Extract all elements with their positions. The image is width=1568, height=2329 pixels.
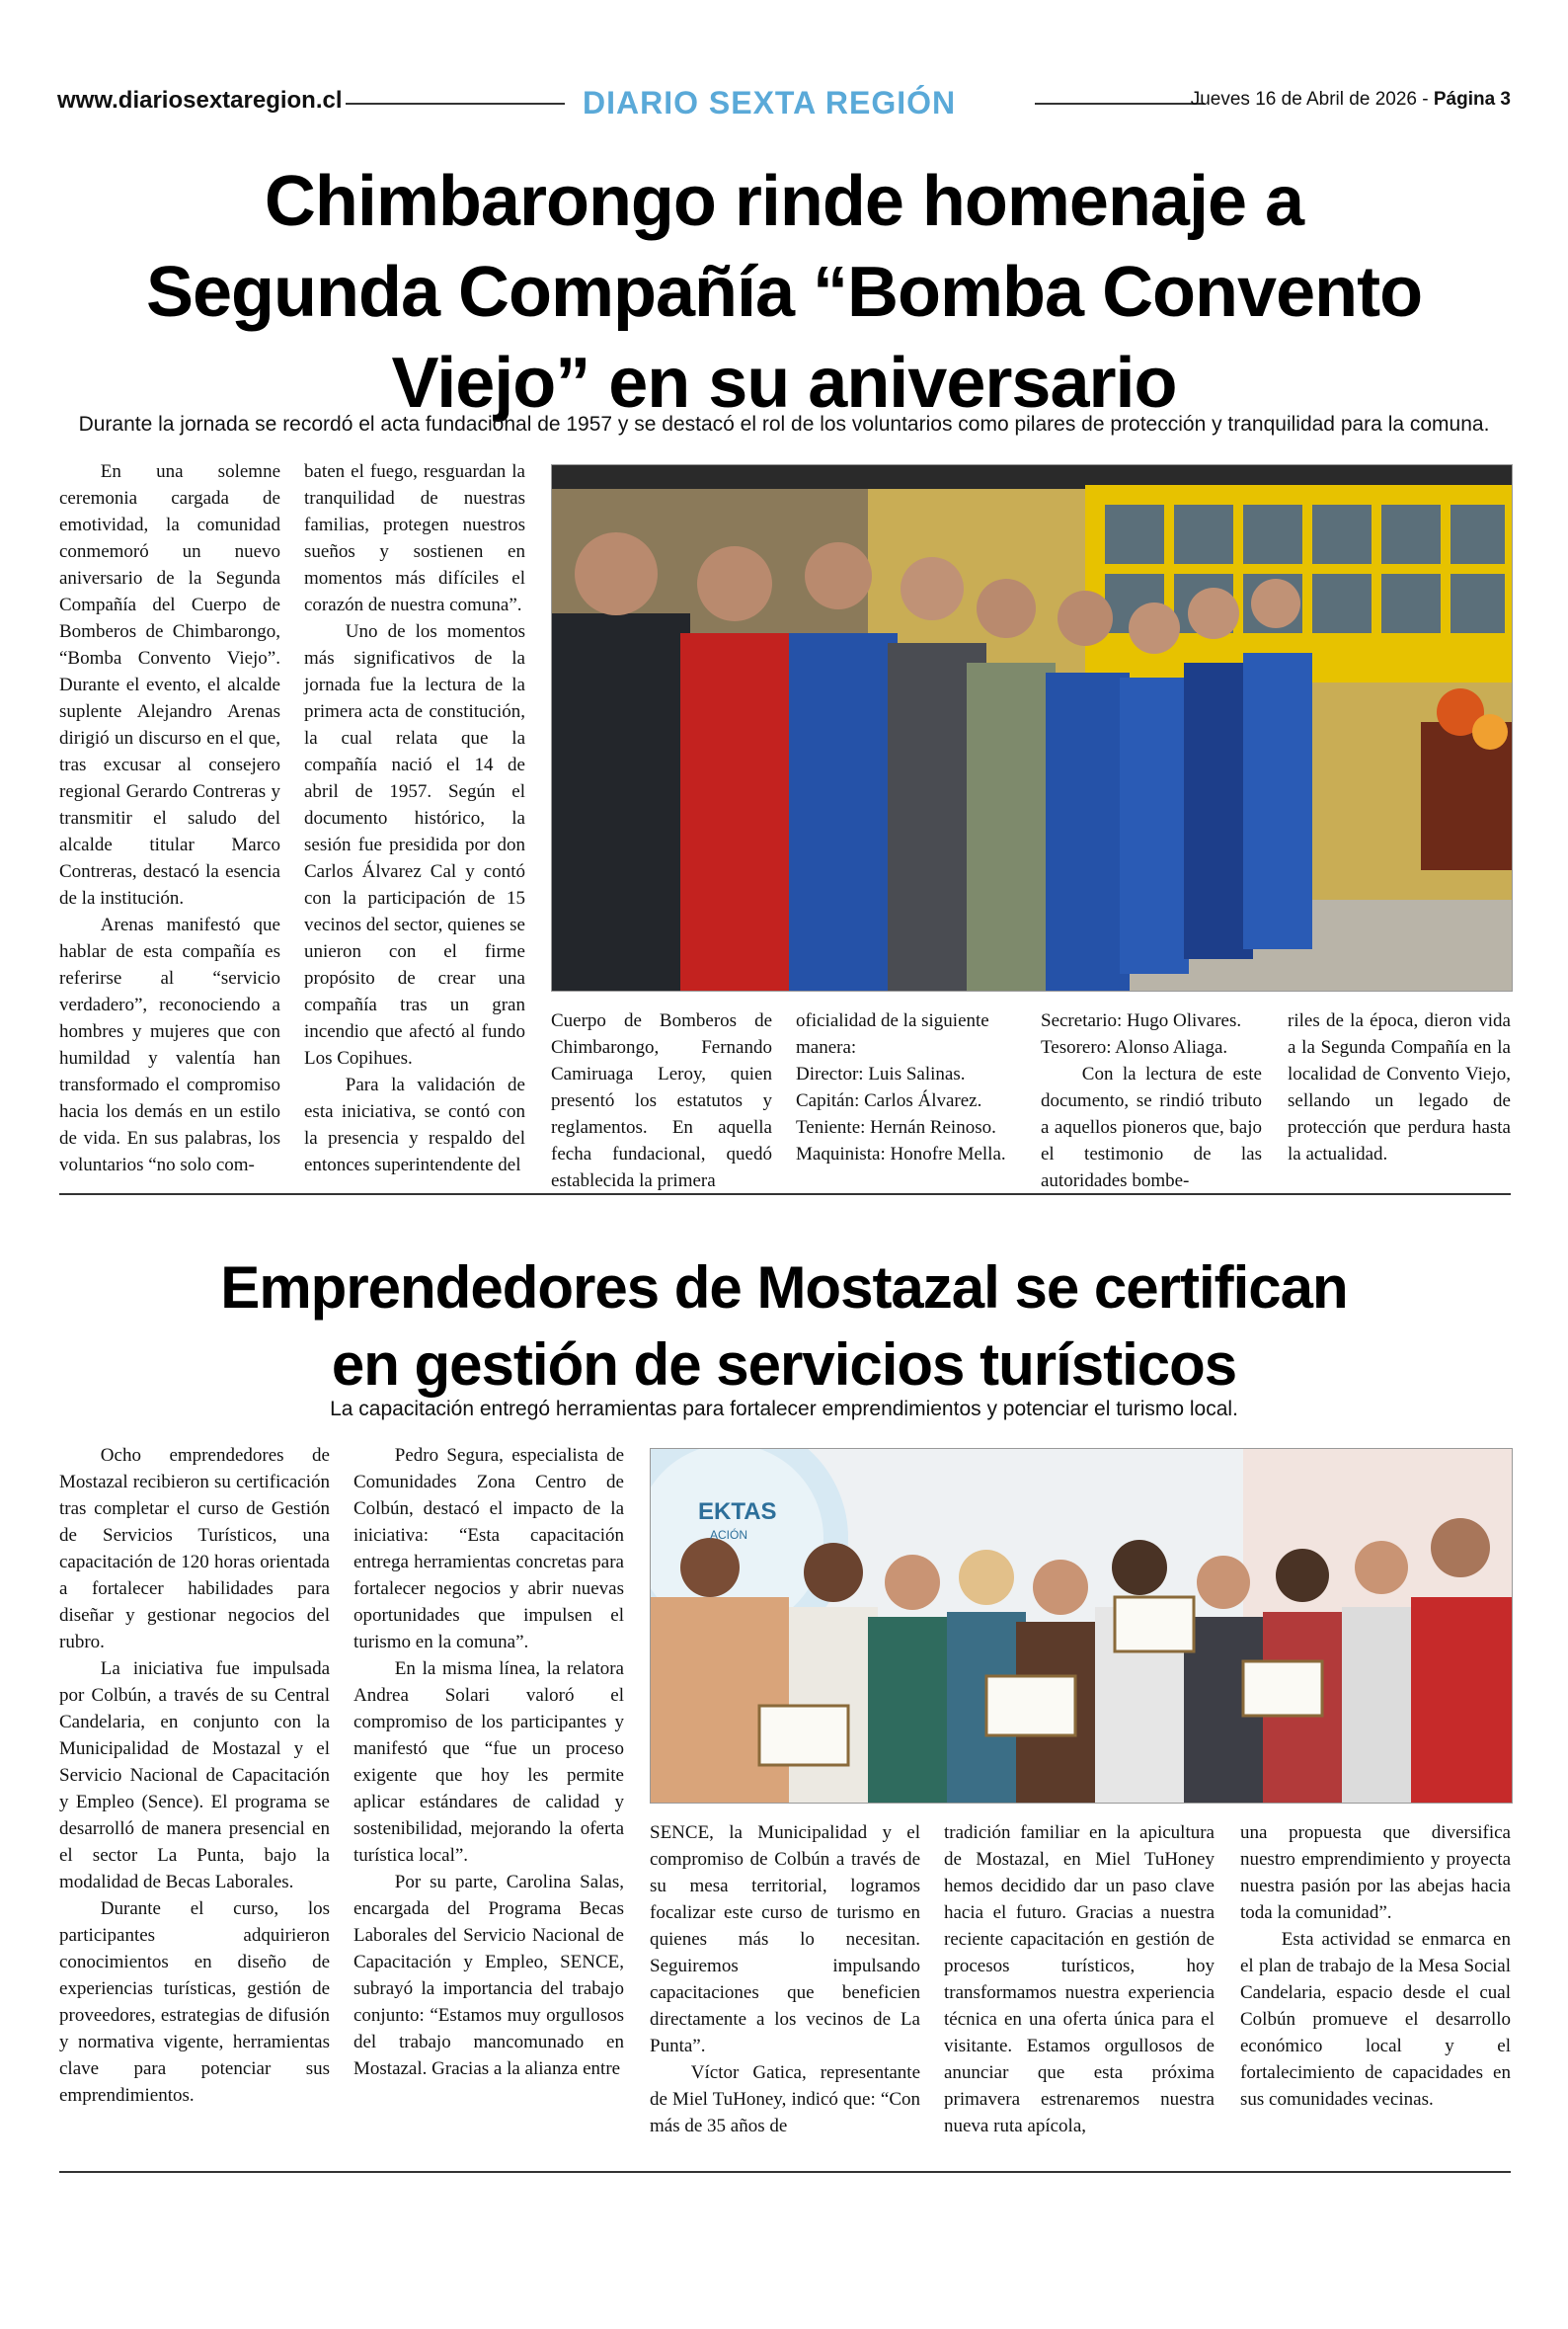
paragraph: La iniciativa fue impulsada por Colbún, a través de su Central Candelaria, en conjunto con la Municipalidad de Mostazal y el Servicio Nacional de Capacitación y Empleo (Sence). El programa se desarrolló de manera presencial en el sector La Punta, bajo la modalidad de Becas Laborales. [59, 1658, 330, 1892]
article2-col2 [353, 1442, 624, 2082]
paragraph: En la misma línea, la relatora Andrea Solari valoró el compromiso de los participantes y manifestó que “fue un proceso exigente que hoy les permite aplicar estándares de calidad y sostenibilidad, mejorando la oferta turística local”. [353, 1658, 624, 1866]
paragraph: tradición familiar en la apicultura de Mostazal, en Miel TuHoney hemos decidido dar un paso clave hacia el futuro. Gracias a nuestra reciente capacitación en gestión de procesos turísticos, hoy transformamos nuestra experiencia técnica en una oferta única para el visitante. Estamos orgullosos de anunciar que esta próxima primavera estrenaremos nuestra nueva ruta apícola, [944, 1822, 1215, 2136]
masthead-rule-right [1035, 103, 1205, 105]
paragraph: En una solemne ceremonia cargada de emotividad, la comunidad conmemoró un nuevo aniversario de la Segunda Compañía del Cuerpo de Bomberos de Chimbarongo, “Bomba Convento Viejo”. Durante el evento, el alcalde suplente Alejandro Arenas dirigió un discurso en el que, tras excusar al consejero regional Gerardo Contreras y transmitir el saludo del alcalde titular Marco Contreras, destacó la esencia de la institución. [59, 461, 280, 909]
officer-line: Director: Luis Salinas. [796, 1064, 966, 1084]
paragraph: Arenas manifestó que hablar de esta compañía es referirse al “servicio verdadero”, reconociendo a hombres y mujeres que con humildad y valentía han transformado el compromiso hacia los demás en un estilo de vida. En sus palabras, los voluntarios “no solo com- [59, 915, 280, 1175]
headline-line: Segunda Compañía “Bomba Convento [145, 253, 1423, 332]
entrepreneurs-certification-photo [650, 1448, 1513, 1804]
headline-line: en gestión de servicios turísticos [331, 1331, 1237, 1398]
paragraph: Durante el curso, los participantes adquirieron conocimientos en diseño de experiencias turísticas, gestión de proveedores, estrategias de difusión y normativa vigente, herramientas clave para potenciar sus emprendimientos. [59, 1898, 330, 2106]
officer-line: Maquinista: Honofre Mella. [796, 1144, 1006, 1164]
paragraph: riles de la época, dieron vida a la Segunda Compañía en la localidad de Convento Viejo, sellando un legado de protección que perdura hasta la actualidad. [1288, 1010, 1511, 1164]
article2-headline [59, 1249, 1509, 1404]
article1-col5 [1041, 1007, 1262, 1194]
paragraph: Víctor Gatica, representante de Miel TuHoney, indicó que: “Con más de 35 años de [650, 2062, 920, 2136]
paragraph: SENCE, la Municipalidad y el compromiso de Colbún a través de su mesa territorial, logramos focalizar este curso de turismo en quienes más lo necesitan. Seguiremos impulsando capacitaciones que beneficien directamente a los vecinos de La Punta”. [650, 1822, 920, 2056]
article2-col5 [1240, 1819, 1511, 2113]
paragraph: Con la lectura de este documento, se rindió tributo a aquellos pioneros que, bajo el testimonio de las autoridades bombe- [1041, 1064, 1262, 1191]
article1-col4 [796, 1007, 1017, 1167]
article2-col3 [650, 1819, 920, 2139]
photo-banner-subtext: ACIÓN [710, 1528, 748, 1542]
page-bottom-rule [59, 2171, 1511, 2173]
issue-date [1191, 89, 1511, 111]
headline-line: Viejo” en su aniversario [391, 344, 1177, 423]
paragraph: Ocho emprendedores de Mostazal recibieron su certificación tras completar el curso de Gestión de Servicios Turísticos, una capacitación de 120 horas orientada a fortalecer habilidades para diseñar y gestionar negocios del rubro. [59, 1445, 330, 1652]
officer-line: Capitán: Carlos Álvarez. [796, 1090, 982, 1111]
paragraph: Esta actividad se enmarca en el plan de trabajo de la Mesa Social Candelaria, espacio desde el cual Colbún promueve el desarrollo económico local y el fortalecimiento de capacidades en sus comunidades vecinas. [1240, 1929, 1511, 2110]
article-divider [59, 1193, 1511, 1195]
paragraph: Uno de los momentos más significativos de la jornada fue la lectura de la primera acta de constitución, la cual relata que la compañía nació el 14 de abril de 1957. Según el documento histórico, la sesión fue presidida por don Carlos Álvarez Cal y contó con la participación de 15 vecinos del sector, quienes se unieron con el firme propósito de crear una compañía tras un gran incendio que afectó al fundo Los Copihues. [304, 621, 525, 1069]
article1-kicker: Durante la jornada se recordó el acta fundacional de 1957 y se destacó el rol de los voluntarios como pilares de protección y tranquilidad para la comuna. [78, 413, 1490, 436]
paragraph: una propuesta que diversifica nuestro emprendimiento y proyecta nuestra pasión por las abejas hacia toda la comunidad”. [1240, 1822, 1511, 1923]
paragraph: oficialidad de la siguiente manera: [796, 1010, 989, 1058]
article1-headline [59, 156, 1509, 429]
officer-line: Secretario: Hugo Olivares. [1041, 1010, 1242, 1031]
article1-col6 [1288, 1007, 1511, 1167]
officer-line: Teniente: Hernán Reinoso. [796, 1117, 996, 1138]
site-url[interactable]: www.diariosextaregion.cl [57, 87, 343, 114]
paragraph: baten el fuego, resguardan la tranquilidad de nuestras familias, protegen nuestros sueños y sostienen en momentos más difíciles el corazón de nuestra comuna”. [304, 461, 525, 615]
article1-col1 [59, 458, 280, 1178]
paragraph: Cuerpo de Bomberos de Chimbarongo, Fernando Camiruaga Leroy, quien presentó los estatutos y reglamentos. En aquella fecha fundacional, quedó establecida la primera [551, 1010, 772, 1191]
article2-kicker: La capacitación entregó herramientas para fortalecer emprendimientos y potenciar el turismo local. [330, 1398, 1238, 1420]
firefighters-ceremony-photo [551, 464, 1513, 992]
article1-col2 [304, 458, 525, 1178]
paragraph: Para la validación de esta iniciativa, se contó con la presencia y respaldo del entonces superintendente del [304, 1075, 525, 1175]
officer-line: Tesorero: Alonso Aliaga. [1041, 1037, 1228, 1058]
masthead-rule-left [346, 103, 565, 105]
headline-line: Emprendedores de Mostazal se certifican [220, 1254, 1348, 1321]
article2-col1 [59, 1442, 330, 2109]
article2-col4 [944, 1819, 1215, 2139]
paragraph: Por su parte, Carolina Salas, encargada del Programa Becas Laborales del Servicio Nacional de Capacitación y Empleo, SENCE, subrayó la importancia del trabajo conjunto: “Estamos muy orgullosos del trabajo mancomunado en Mostazal. Gracias a la alianza entre [353, 1872, 624, 2079]
newspaper-title: DIARIO SEXTA REGIÓN [583, 85, 957, 120]
headline-line: Chimbarongo rinde homenaje a [264, 162, 1304, 241]
paragraph: Pedro Segura, especialista de Comunidades Zona Centro de Colbún, destacó el impacto de la iniciativa: “Esta capacitación entrega herramientas concretas para fortalecer negocios y abrir nuevas oportunidades que impulsen el turismo en la comuna”. [353, 1445, 624, 1652]
photo-banner-text: EKTAS [698, 1498, 777, 1525]
article1-col3 [551, 1007, 772, 1194]
date-text: Jueves 16 de Abril de 2026 - [1190, 89, 1434, 110]
page-number: Página 3 [1433, 89, 1511, 110]
